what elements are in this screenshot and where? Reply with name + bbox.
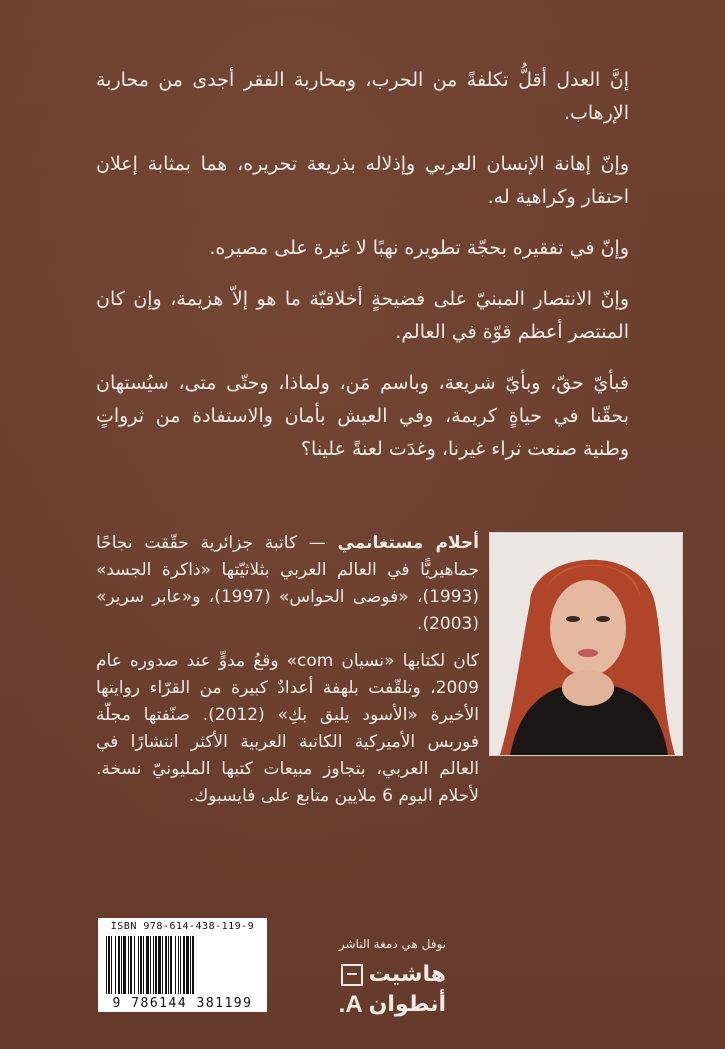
barcode-bars [104,936,261,994]
publisher-name-antoine: أنطوان [368,992,446,1017]
publisher-name-hachette: هاشيت [368,962,446,987]
author-name: أحلام مستغانمي [337,533,479,553]
publisher-tagline: نوفل هي دمغة الناشر [338,937,446,951]
quote-paragraph: فبأيّ حقّ، وبأيّ شريعة، وباسم مَن، ولماذا، وحتّى متى، سيُستهان بحقّنا في حياةٍ كريمة، وفي العيش بأمان والاستفادة من ثرواتٍ وطنية صنعت ثراء غيرنا، وغدَت لعنةً علينا؟ [96,372,629,460]
bio-paragraph-2: كان لكتابها «نسيان com» وقعُ مدوٍّ عند صدوره عام 2009، وتلقّفت بلهفة أعدادٌ كبيرة من القرّاء روايتها الأخيرة «الأسود يليق بكِ» (2012). صنّفتها مجلّة فوربس الأميركية الكاتبة العربية الأكثر انتشارًا في العالم العربي، بتجاوز مبيعات كتبها المليونيّ نسخة. لأحلام اليوم 6 ملايين متابع على فايسبوك. [96,651,480,806]
publisher-name-row-2 [286,990,446,1020]
publisher-logo-icon [341,964,363,986]
blurb-quotes [96,64,629,484]
isbn-barcode [98,918,267,1012]
isbn-label: ISBN 978-614-438-119-9 [110,921,255,932]
publisher-name-row-1 [286,960,446,990]
author-bio [96,530,479,820]
publisher-block [286,936,446,1020]
author-photo [489,532,683,756]
quote-paragraph: وإنّ الانتصار المبنيّ على فضيحةٍ أخلاقيّة ما هو إلاّ هزيمة، وإن كان المنتصر أعظم قوّة في العالم. [96,288,629,343]
bio-paragraph-1 [96,530,479,638]
bio-text-1: — كاتبة جزائرية حقّقت نجاحًا جماهيريًّا في العالم العربي بثلاثيّتها «ذاكرة الجسد» (1993)، «فوضى الحواس» (1997)، و«عابر سرير» (2003). [96,533,479,634]
barcode-digits: 9 786144 381199 [112,996,253,1011]
quote-paragraph: إنَّ العدل أقلُّ تكلفةً من الحرب، ومحاربة الفقر أجدى من محاربة الإرهاب. [96,69,629,124]
author-portrait-illustration [490,533,682,755]
publisher-latin-mark: A. [338,991,363,1018]
quote-paragraph: وإنّ إهانة الإنسان العربي وإذلاله بذريعة تحريره، هما بمثابة إعلان احتقار وكراهية له. [96,153,629,208]
quote-paragraph: وإنّ في تفقيره بحجّة تطويره نهبًا لا غيرة على مصيره. [209,237,629,259]
